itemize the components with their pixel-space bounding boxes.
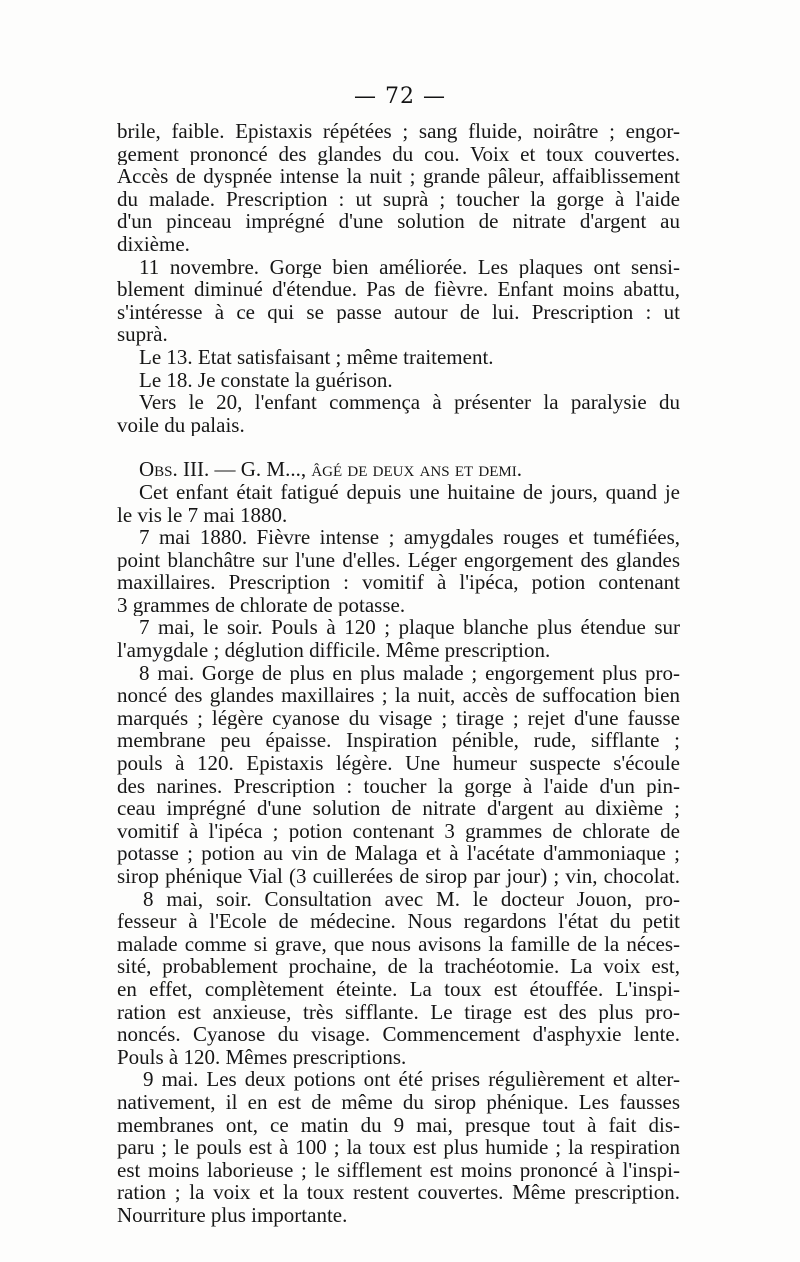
text-line: du malade. Prescription : ut suprà ; toucher la gorge à l'aide (117, 187, 680, 211)
text-line: noncés. Cyanose du visage. Commencement d'asphyxie lente. (117, 1023, 680, 1046)
text-line: 9 mai. Les deux potions ont été prises régulièrement et alter- (143, 1068, 680, 1091)
text-line: des narines. Prescription : toucher la gorge à l'aide d'un pin- (117, 774, 680, 798)
page-number: — 72 — (354, 84, 446, 109)
text-line: ration est anxieuse, très sifflante. Le tirage est des plus pro- (117, 1000, 680, 1024)
text-line: 8 mai, soir. Consultation avec M. le docteur Jouon, pro- (143, 887, 680, 911)
text-line: s'intéresse à ce qui se passe autour de lui. Prescription : ut (117, 300, 680, 324)
text-line: voile du palais. (117, 413, 245, 437)
blank-line (117, 436, 680, 458)
text-line: 3 grammes de chlorate de potasse. (117, 593, 406, 617)
text-line: potasse ; potion au vin de Malaga et à l'acétate d'ammoniaque ; (117, 842, 680, 865)
text-line: Accès de dyspnée intense la nuit ; grande pâleur, affaiblissement (117, 165, 680, 188)
observation-heading: Obs. III. — G. M..., âgé de deux ans et demi. (139, 458, 522, 481)
text-line: suprà. (117, 323, 168, 346)
text-line: sité, probablement prochaine, de la trachéotomie. La voix est, (117, 955, 680, 978)
text-line: 11 novembre. Gorge bien améliorée. Les plaques ont sensi- (139, 255, 680, 279)
text-line: fesseur à l'Ecole de médecine. Nous regardons l'état du petit (117, 910, 680, 933)
text-line: dixième. (117, 232, 190, 256)
text-line: ceau imprégné d'une solution de nitrate d'argent au dixième ; (117, 797, 680, 820)
text-line: paru ; le pouls est à 100 ; la toux est plus humide ; la respiration (117, 1136, 680, 1159)
text-line: vomitif à l'ipéca ; potion contenant 3 grammes de chlorate de (117, 819, 680, 843)
text-line: en effet, complètement éteinte. La toux est étouffée. L'inspi- (117, 977, 680, 1001)
text-line: sirop phénique Vial (3 cuillerées de sirop par jour) ; vin, chocolat. (117, 865, 680, 888)
body-text (117, 120, 680, 1227)
text-line: nativement, il en est de même du sirop phénique. Les fausses (117, 1090, 680, 1114)
text-line: l'amygdale ; déglution difficile. Même prescription. (117, 639, 551, 662)
text-line: Cet enfant était fatigué depuis une huitaine de jours, quand je (139, 480, 680, 504)
text-line: 7 mai, le soir. Pouls à 120 ; plaque blanche plus étendue sur (139, 616, 680, 640)
text-line: malade comme si grave, que nous avisons la famille de la néces- (117, 932, 680, 956)
text-line: 8 mai. Gorge de plus en plus malade ; engorgement plus pro- (139, 661, 680, 685)
text-line: point blanchâtre sur l'une d'elles. Léger engorgement des glandes (117, 548, 680, 572)
text-line: membranes ont, ce matin du 9 mai, presque tout à fait dis- (117, 1113, 680, 1137)
text-line: le vis le 7 mai 1880. (117, 503, 288, 527)
text-line: membrane peu épaisse. Inspiration pénible, rude, sifflante ; (117, 729, 680, 753)
text-line: ration ; la voix et la toux restent couvertes. Même prescription. (117, 1181, 680, 1204)
text-line: noncé des glandes maxillaires ; la nuit, accès de suffocation bien (117, 684, 680, 707)
text-line: Le 13. Etat satisfaisant ; même traitement. (139, 345, 494, 369)
text-line: brile, faible. Epistaxis répétées ; sang fluide, noirâtre ; engor- (117, 120, 680, 143)
text-line: Pouls à 120. Mêmes prescriptions. (117, 1045, 407, 1069)
text-line: gement prononcé des glandes du cou. Voix et toux couvertes. (117, 142, 680, 166)
text-line: marqués ; légère cyanose du visage ; tirage ; rejet d'une fausse (117, 706, 680, 730)
text-line: est moins laborieuse ; le sifflement est moins prononcé à l'inspi- (117, 1158, 680, 1182)
text-line: Le 18. Je constate la guérison. (139, 368, 393, 392)
text-line: maxillaires. Prescription : vomitif à l'ipéca, potion contenant (117, 571, 680, 594)
text-line: Vers le 20, l'enfant commença à présenter la paralysie du (139, 391, 680, 414)
text-line: 7 mai 1880. Fièvre intense ; amygdales rouges et tuméfiées, (139, 526, 680, 549)
text-line: d'un pinceau imprégné d'une solution de nitrate d'argent au (117, 210, 680, 233)
text-line: pouls à 120. Epistaxis légère. Une humeur suspecte s'écoule (117, 752, 680, 775)
text-line: Nourriture plus importante. (117, 1203, 348, 1227)
text-line: blement diminué d'étendue. Pas de fièvre. Enfant moins abattu, (117, 278, 680, 301)
